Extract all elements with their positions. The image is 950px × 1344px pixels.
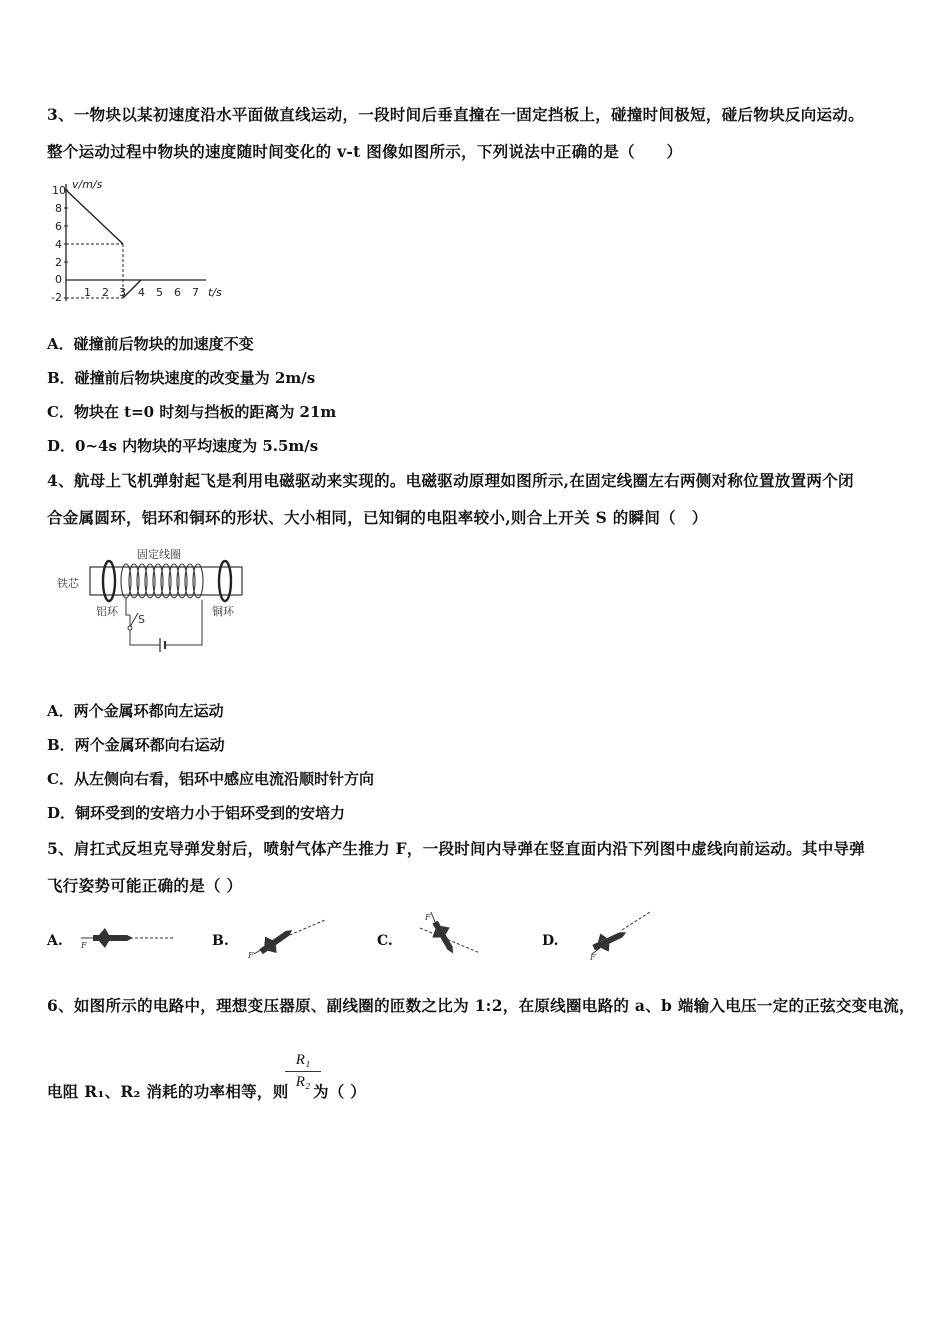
q5-choice-b-figure — [240, 912, 330, 962]
x-tick-3: 3 — [119, 286, 126, 299]
q3-option-b: B．碰撞前后物块速度的改变量为 2m/s — [47, 369, 316, 387]
force-label-c: F — [425, 913, 431, 922]
q3-option-a: A．碰撞前后物块的加速度不变 — [47, 335, 254, 353]
q5-choice-c-figure — [405, 908, 485, 963]
force-label-b: F — [248, 951, 254, 960]
q4-option-a: A．两个金属环都向左运动 — [47, 702, 224, 720]
q6-fraction-denominator: R₂ — [295, 1074, 311, 1090]
q5-choice-a-label: A. — [47, 933, 63, 949]
y-tick-4: 4 — [55, 238, 62, 251]
q5-text-line2: 飞行姿势可能正确的是（ ） — [47, 876, 243, 895]
q3-vt-graph — [46, 176, 236, 306]
x-tick-7: 7 — [192, 286, 199, 299]
y-tick-2: 2 — [55, 256, 62, 269]
x-tick-5: 5 — [156, 286, 163, 299]
x-axis-label: t/s — [208, 286, 222, 299]
core-label: 铁芯 — [57, 577, 79, 590]
q4-option-d: D．铜环受到的安培力小于铝环受到的安培力 — [47, 804, 346, 822]
q3-text-line2: 整个运动过程中物块的速度随时间变化的 v-t 图像如图所示，下列说法中正确的是（ ） — [47, 142, 683, 161]
x-tick-1: 1 — [84, 286, 91, 299]
q4-text-line1: 4、航母上飞机弹射起飞是利用电磁驱动来实现的。电磁驱动原理如图所示,在固定线圈左右两侧对称位置放置两个闭 — [47, 471, 854, 490]
q6-fraction-numerator: R₁ — [285, 1052, 321, 1072]
x-tick-4: 4 — [138, 286, 145, 299]
q6-text-line1: 6、如图所示的电路中，理想变压器原、副线圈的匝数之比为 1:2，在原线圈电路的 a、b 端输入电压一定的正弦交变电流， — [47, 996, 915, 1015]
y-tick-0: 0 — [55, 273, 62, 286]
switch-label: S — [138, 613, 145, 626]
velocity-before — [66, 190, 123, 244]
al-ring-label: 铝环 — [96, 605, 118, 618]
q5-text-line1: 5、肩扛式反坦克导弹发射后，喷射气体产生推力 F，一段时间内导弹在竖直面内沿下列图中虚线向前运动。其中导弹 — [47, 839, 866, 858]
fixed-coil — [121, 564, 203, 598]
q4-option-b: B．两个金属环都向右运动 — [47, 736, 225, 754]
q6-text-line2-after: 为（ ） — [313, 1082, 367, 1101]
cu-ring-label: 铜环 — [212, 605, 234, 618]
coil-label: 固定线圈 — [137, 548, 181, 561]
q3-option-c: C．物块在 t=0 时刻与挡板的距离为 21m — [47, 403, 337, 421]
q3-text-line1: 3、一物块以某初速度沿水平面做直线运动，一段时间后垂直撞在一固定挡板上，碰撞时间极短，碰后物块反向运动。 — [47, 105, 864, 124]
q5-choice-d-figure — [572, 908, 657, 963]
q4-coil-figure — [52, 545, 252, 660]
q4-text-line2: 合金属圆环，铝环和铜环的形状、大小相同，已知铜的电阻率较小,则合上开关 S 的瞬间（ ） — [47, 508, 708, 527]
q3-option-d: D．0~4s 内物块的平均速度为 5.5m/s — [47, 437, 319, 455]
q5-choice-b-label: B. — [212, 933, 229, 949]
q5-choice-a-figure — [75, 918, 175, 958]
x-tick-6: 6 — [174, 286, 181, 299]
q6-text-line2-before: 电阻 R₁、R₂ 消耗的功率相等，则 — [47, 1082, 289, 1101]
y-tick-10: 10 — [52, 184, 66, 197]
y-tick-8: 8 — [55, 202, 62, 215]
y-tick-6: 6 — [55, 220, 62, 233]
switch-s — [130, 613, 138, 627]
x-tick-2: 2 — [102, 286, 109, 299]
y-tick-neg2: -2 — [51, 291, 62, 304]
y-axis-label: v/m/s — [72, 178, 103, 191]
q5-choice-c-label: C. — [377, 933, 393, 949]
q5-choice-d-label: D. — [542, 933, 559, 949]
q4-option-c: C．从左侧向右看，铝环中感应电流沿顺时针方向 — [47, 770, 374, 788]
force-label-d: F — [590, 953, 596, 962]
force-label-a: F — [81, 941, 87, 950]
